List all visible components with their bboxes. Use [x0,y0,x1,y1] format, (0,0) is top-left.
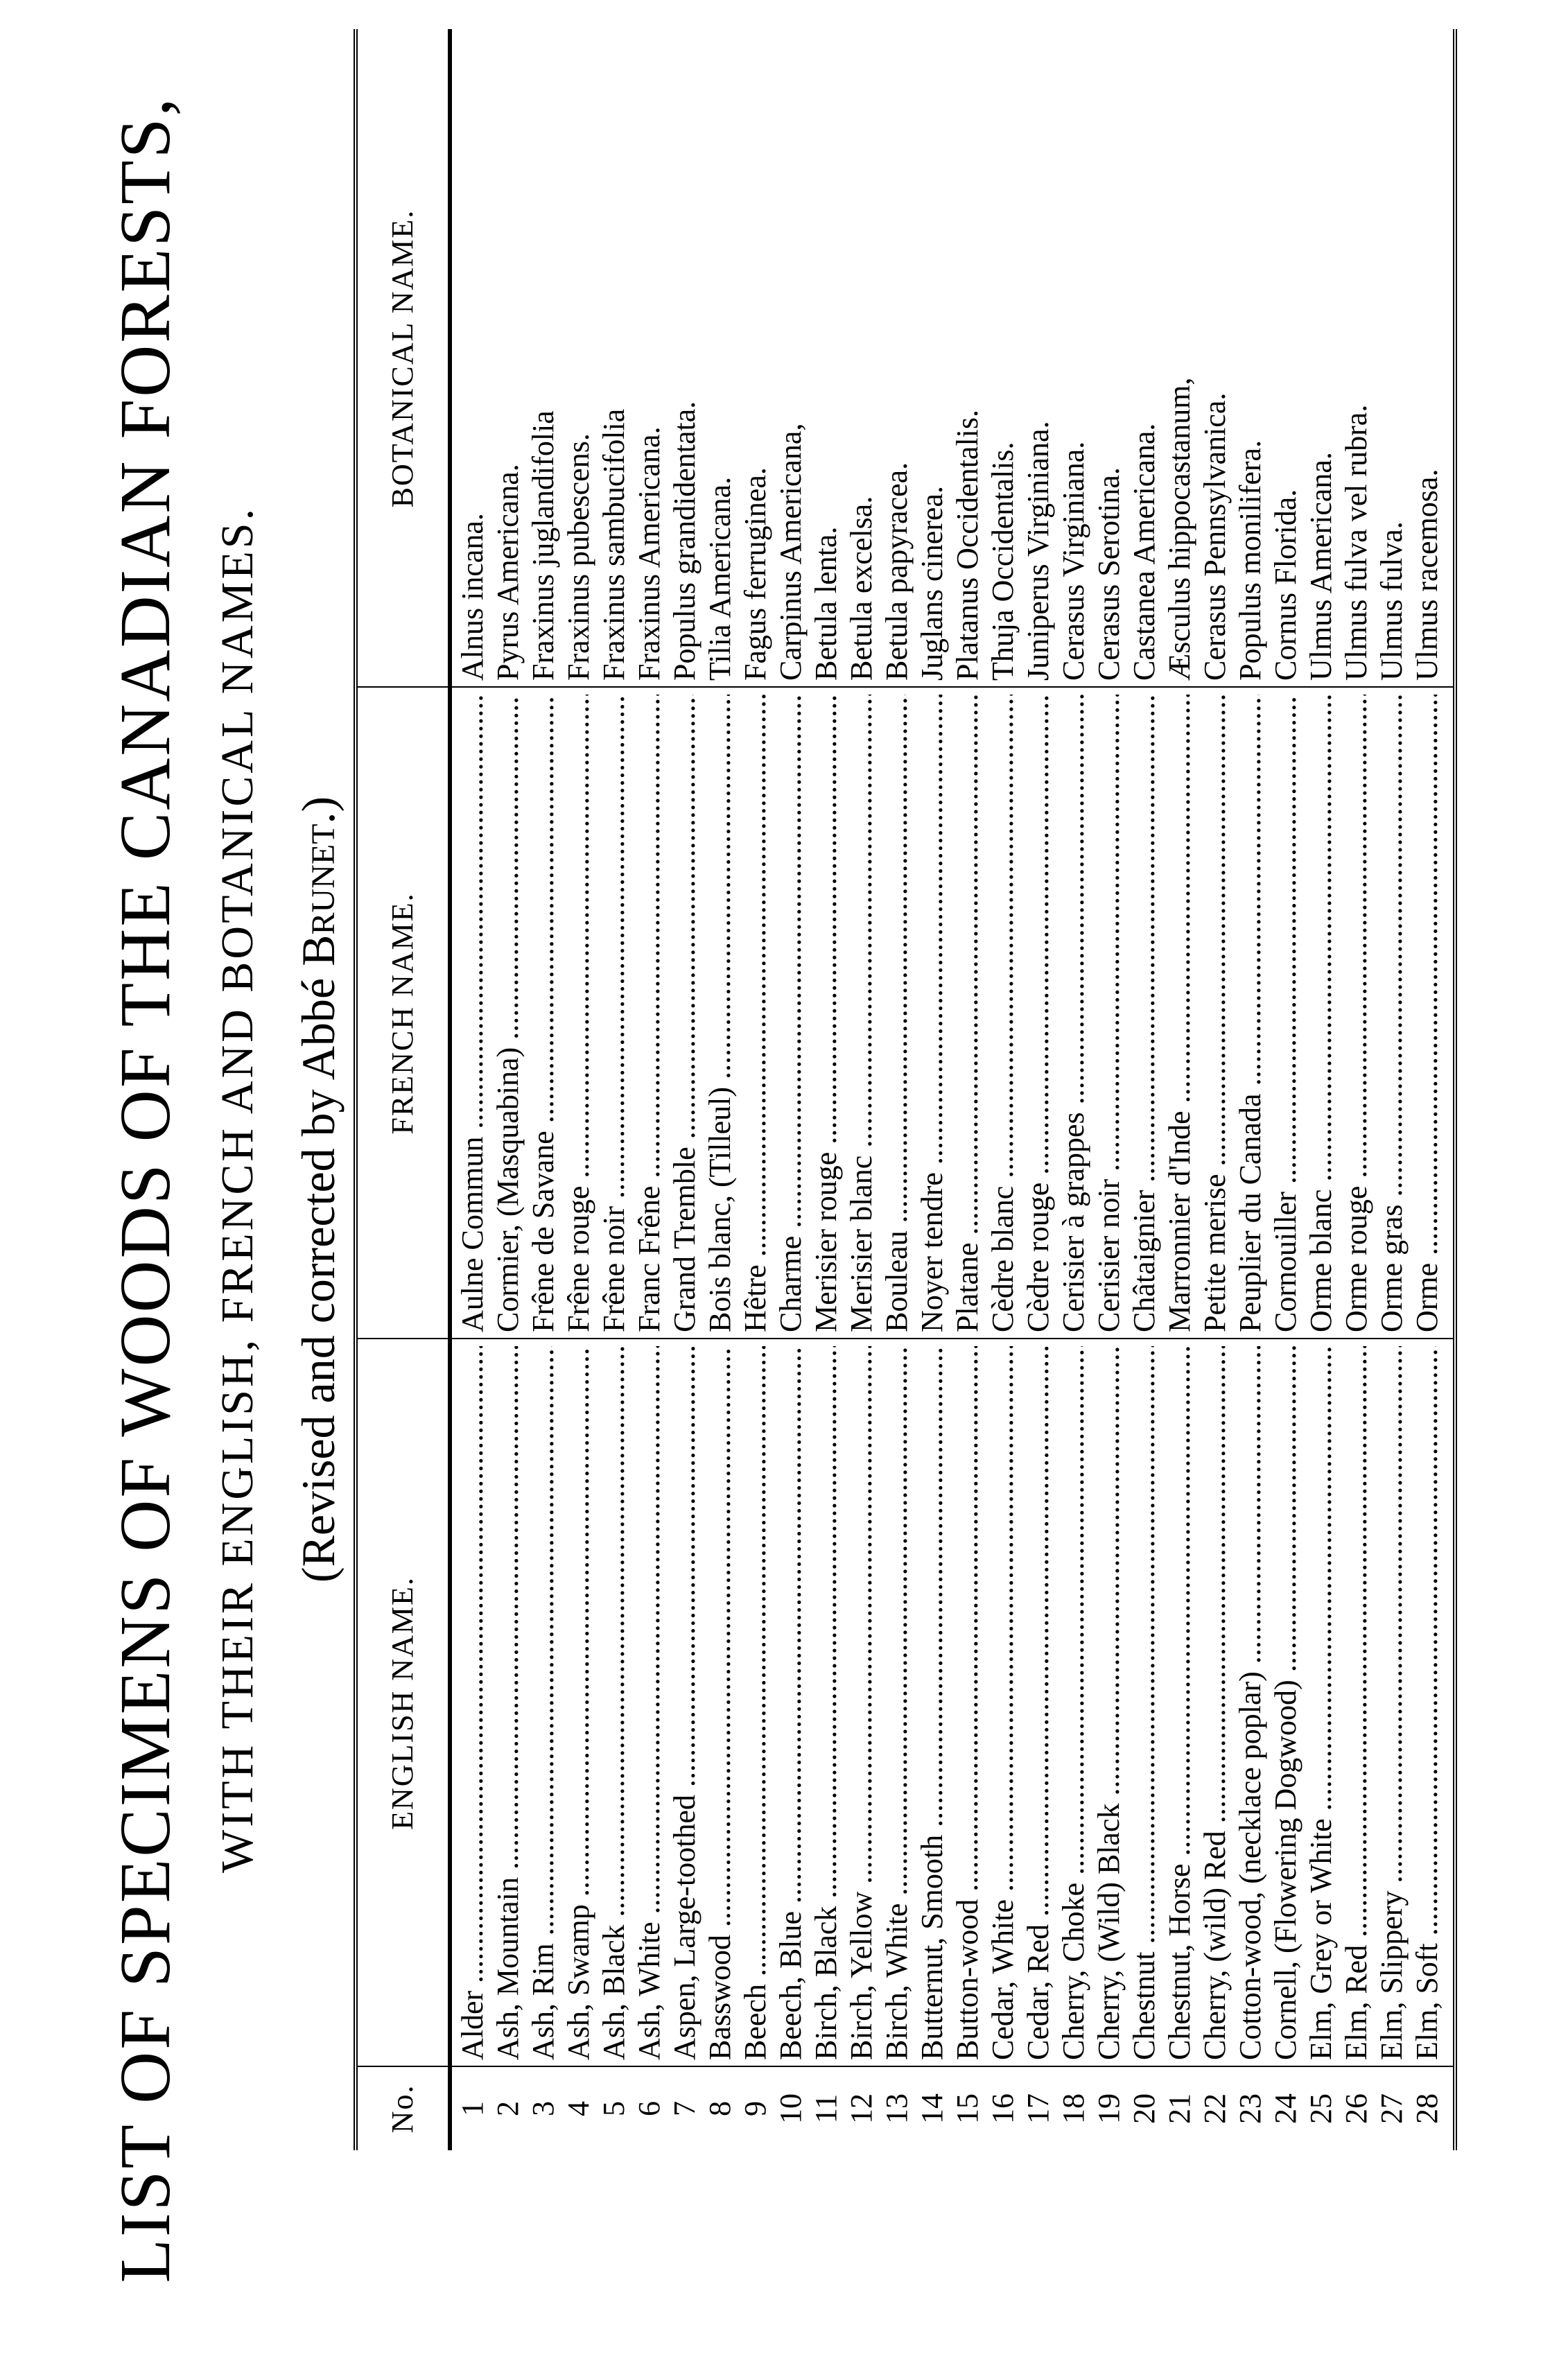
table-row [1197,29,1232,2150]
english-name-cell-text: Cornell, (Flowering Dogwood) ..... [1269,1346,1303,2060]
row-number [1162,2067,1197,2150]
botanical-name-cell [455,36,490,681]
english-name-cell-text: Cedar, White ..... [986,1346,1020,2060]
row-number-text: 2 [491,2101,525,2116]
english-name-cell-text: Basswood ..... [703,1346,737,2060]
french-name-cell-text: Cerisier à grappes ..... [1056,695,1090,1332]
botanical-name-cell-text: Betula papyracea. [880,462,914,681]
english-name-cell [596,1346,631,2060]
botanical-name-cell [525,36,561,681]
english-name-cell [1303,1346,1339,2060]
french-name-cell [1303,695,1339,1332]
botanical-name-cell-text: Castanea Americana. [1127,423,1161,681]
botanical-name-cell-text: Betula excelsa. [844,496,878,681]
table-row [596,29,631,2150]
english-name-cell [738,1346,773,2060]
french-name-cell-text: Peuplier du Canada ..... [1233,695,1267,1332]
english-name-cell [1268,1346,1303,2060]
table-row [738,29,773,2150]
french-name-cell [667,695,702,1332]
table-row [702,29,738,2150]
row-number-text: 26 [1339,2093,1373,2124]
row-number [844,2067,879,2150]
botanical-name-cell-text: Ulmus Americana. [1304,452,1338,681]
english-name-cell [1232,1346,1268,2060]
french-name-cell-text: Cormier, (Masquabina) ..... [491,695,525,1332]
botanical-name-cell [879,36,914,681]
french-name-cell [773,695,808,1332]
table-row [985,29,1020,2150]
row-number [1268,2067,1303,2150]
table-header [358,29,452,2150]
botanical-name-cell-text: Ulmus fulva vel rubra. [1339,404,1373,681]
english-name-cell-text: Cherry, (wild) Red ..... [1198,1346,1232,2060]
french-name-cell-text: Platane ..... [950,695,984,1332]
french-name-cell-text: Charme ..... [774,695,808,1332]
english-name-cell [1056,1346,1091,2060]
english-name-cell [773,1346,808,2060]
english-name-cell-text: Butternut, Smooth ..... [915,1346,949,2060]
english-name-cell [525,1346,561,2060]
row-number-text: 15 [950,2093,984,2124]
table-row [667,29,702,2150]
french-name-cell-text: Cèdre blanc ..... [986,695,1020,1332]
english-name-cell-text: Birch, Black ..... [809,1346,843,2060]
french-name-cell [1020,695,1056,1332]
french-name-cell [1232,695,1268,1332]
row-number-text: 14 [915,2093,949,2124]
english-name-cell-text: Elm, Slippery ..... [1375,1346,1409,2060]
french-name-cell [1162,695,1197,1332]
english-name-cell [950,1346,985,2060]
french-name-cell-text: Merisier blanc ..... [844,695,878,1332]
french-name-cell [702,695,738,1332]
header-botanical-name: BOTANICAL NAME. [385,209,419,508]
botanical-name-cell [490,36,525,681]
english-name-cell [490,1346,525,2060]
french-name-cell [1374,695,1409,1332]
revision-note [291,0,346,2379]
botanical-name-cell-text: Cornus Florida. [1269,489,1303,681]
botanical-name-cell [1020,36,1056,681]
botanical-name-cell-text: Cerasus Serotina. [1092,467,1126,681]
table-row [525,29,561,2150]
table-row [490,29,525,2150]
row-number-text: 8 [703,2101,737,2116]
french-name-cell [808,695,844,1332]
english-name-cell-text: Alder ..... [455,1346,489,2060]
french-name-cell-text: Orme blanc ..... [1304,695,1338,1332]
botanical-name-cell-text: Fraxinus juglandifolia [526,410,560,681]
english-name-cell-text: Chestnut ..... [1127,1346,1161,2060]
english-name-cell-text: Cedar, Red ..... [1021,1346,1055,2060]
english-name-cell-text: Cherry, Choke ..... [1056,1346,1090,2060]
row-number [914,2067,950,2150]
table-row [1303,29,1339,2150]
french-name-cell-text: Frêne de Savane ..... [526,695,560,1332]
row-number [1232,2067,1268,2150]
english-name-cell-text: Cotton-wood, (necklace poplar) ..... [1233,1346,1267,2060]
french-name-cell-text: Orme ..... [1410,695,1444,1332]
french-name-cell-text: Frêne noir ..... [597,695,631,1332]
english-name-cell-text: Aspen, Large-toothed ..... [668,1346,702,2060]
botanical-name-cell-text: Populus grandidentata. [668,401,702,681]
english-name-cell [808,1346,844,2060]
row-number-text: 23 [1233,2093,1267,2124]
row-number [1126,2067,1162,2150]
french-name-cell [914,695,950,1332]
table-row [808,29,844,2150]
row-number [773,2067,808,2150]
english-name-cell [1162,1346,1197,2060]
botanical-name-cell-text: Platanus Occidentalis. [950,409,984,681]
french-name-cell [1056,695,1091,1332]
french-name-cell [1339,695,1374,1332]
english-name-cell [1197,1346,1232,2060]
table-row [455,29,490,2150]
english-name-cell-text: Ash, White ..... [632,1346,666,2060]
french-name-cell [1197,695,1232,1332]
english-name-cell [844,1346,879,2060]
botanical-name-cell [914,36,950,681]
botanical-name-cell [1056,36,1091,681]
row-number-text: 20 [1127,2093,1161,2124]
botanical-name-cell-text: Carpinus Americana, [774,423,808,681]
english-name-cell [1374,1346,1409,2060]
english-name-cell [1339,1346,1374,2060]
row-number [631,2067,667,2150]
row-number [1374,2067,1409,2150]
page-subtitle: WITH THEIR ENGLISH, FRENCH AND BOTANICAL NAMES. [212,506,263,1873]
english-name-cell-text: Button-wood ..... [950,1346,984,2060]
english-name-cell [914,1346,950,2060]
table-row [1056,29,1091,2150]
table-row [1162,29,1197,2150]
row-number [561,2067,596,2150]
english-name-cell-text: Beech, Blue ..... [774,1346,808,2060]
botanical-name-cell-text: Fraxinus Americana. [632,426,666,681]
row-number-text: 11 [809,2093,843,2124]
botanical-name-cell-text: Fraxinus pubescens. [561,433,595,681]
french-name-cell-text: Frêne rouge ..... [561,695,595,1332]
botanical-name-cell [950,36,985,681]
english-name-cell [1020,1346,1056,2060]
row-number [1303,2067,1339,2150]
french-name-cell [490,695,525,1332]
row-number-text: 16 [986,2093,1020,2124]
french-name-cell [738,695,773,1332]
english-name-cell [1409,1346,1445,2060]
row-number [667,2067,702,2150]
french-name-cell-text: Orme rouge ..... [1339,695,1373,1332]
table-row [950,29,985,2150]
row-number [808,2067,844,2150]
botanical-name-cell-text: Populus monilifera. [1233,439,1267,681]
french-name-cell-text: Cèdre rouge ..... [1021,695,1055,1332]
french-name-cell-text: Cerisier noir ..... [1092,695,1126,1332]
table-row [1374,29,1409,2150]
english-name-cell-text: Beech ..... [738,1346,772,2060]
french-name-cell [844,695,879,1332]
row-number [1020,2067,1056,2150]
french-name-cell-text: Aulne Commun ..... [455,695,489,1332]
botanical-name-cell [1232,36,1268,681]
row-number-text: 27 [1375,2093,1409,2124]
row-number-text: 17 [1021,2093,1055,2124]
french-name-cell [1268,695,1303,1332]
french-name-cell [1091,695,1126,1332]
row-number-text: 18 [1056,2093,1090,2124]
french-name-cell-text: Grand Tremble ..... [668,695,702,1332]
row-number-text: 25 [1304,2093,1338,2124]
row-number [1056,2067,1091,2150]
botanical-name-cell [631,36,667,681]
table-row [914,29,950,2150]
french-name-cell-text: Merisier rouge ..... [809,695,843,1332]
french-name-cell [455,695,490,1332]
botanical-name-cell [1409,36,1445,681]
botanical-name-cell [808,36,844,681]
table-row [1232,29,1268,2150]
row-number [985,2067,1020,2150]
english-name-cell-text: Ash, Swamp ..... [561,1346,595,2060]
english-name-cell [561,1346,596,2060]
table-row [844,29,879,2150]
english-name-cell-text: Birch, Yellow ..... [844,1346,878,2060]
french-name-cell-text: Petite merise ..... [1198,695,1232,1332]
english-name-cell [879,1346,914,2060]
botanical-name-cell-text: Juniperus Virginiana. [1021,421,1055,681]
row-number [950,2067,985,2150]
table-row [631,29,667,2150]
english-name-cell [631,1346,667,2060]
english-name-cell [455,1346,490,2060]
table-row [879,29,914,2150]
french-name-cell-text: Orme gras ..... [1375,695,1409,1332]
botanical-name-cell [667,36,702,681]
english-name-cell [667,1346,702,2060]
botanical-name-cell [985,36,1020,681]
english-name-cell-text: Cherry, (Wild) Black ..... [1092,1346,1126,2060]
botanical-name-cell [1303,36,1339,681]
header-no: No. [385,2084,419,2134]
botanical-name-cell-text: Juglans cinerea. [915,486,949,681]
english-name-cell-text: Elm, Soft ..... [1410,1346,1444,2060]
row-number [738,2067,773,2150]
row-number-text: 22 [1198,2093,1232,2124]
row-number-text: 3 [526,2101,560,2116]
english-name-cell [985,1346,1020,2060]
row-number [1409,2067,1445,2150]
row-number-text: 21 [1162,2093,1196,2124]
table-row [1268,29,1303,2150]
botanical-name-cell-text: Fraxinus sambucifolia [597,408,631,681]
french-name-cell [596,695,631,1332]
row-number-text: 9 [738,2101,772,2116]
row-number [879,2067,914,2150]
header-french-name: FRENCH NAME. [385,892,419,1135]
french-name-cell-text: Noyer tendre ..... [915,695,949,1332]
french-name-cell [525,695,561,1332]
row-number [702,2067,738,2150]
botanical-name-cell [702,36,738,681]
botanical-name-cell-text: Tilia Americana. [703,476,737,681]
botanical-name-cell [1126,36,1162,681]
row-number [1197,2067,1232,2150]
french-name-cell-text: Châtaignier ..... [1127,695,1161,1332]
english-name-cell [1126,1346,1162,2060]
english-name-cell-text: Ash, Black ..... [597,1346,631,2060]
row-number-text: 13 [880,2093,914,2124]
revision-note-author: Brunet.) [292,796,345,966]
botanical-name-cell-text: Betula lenta. [809,526,843,681]
row-number-text: 28 [1410,2093,1444,2124]
row-number-text: 19 [1092,2093,1126,2124]
row-number-text: 12 [844,2093,878,2124]
botanical-name-cell [773,36,808,681]
botanical-name-cell-text: Ulmus racemosa. [1410,469,1444,681]
row-number [525,2067,561,2150]
french-name-cell [950,695,985,1332]
english-name-cell-text: Birch, White ..... [880,1346,914,2060]
botanical-name-cell [1162,36,1197,681]
english-name-cell [1091,1346,1126,2060]
row-number [1091,2067,1126,2150]
botanical-name-cell-text: Æsculus hippocastanum, [1162,377,1196,681]
row-number-text: 4 [561,2101,595,2116]
botanical-name-cell-text: Pyrus Americana. [491,464,525,681]
french-name-cell [1409,695,1445,1332]
row-number [1339,2067,1374,2150]
french-name-cell [879,695,914,1332]
english-name-cell-text: Elm, Grey or White ..... [1304,1346,1338,2060]
french-name-cell [561,695,596,1332]
botanical-name-cell [738,36,773,681]
english-name-cell-text: Ash, Rim ..... [526,1346,560,2060]
french-name-cell [985,695,1020,1332]
botanical-name-cell-text: Fagus ferruginea. [738,467,772,681]
botanical-name-cell-text: Thuja Occidentalis. [986,442,1020,681]
french-name-cell-text: Bois blanc, (Tilleul) ..... [703,695,737,1332]
row-number-text: 6 [632,2101,666,2116]
botanical-name-cell-text: Cerasus Pennsylvanica. [1198,392,1232,681]
botanical-name-cell [1374,36,1409,681]
french-name-cell [1126,695,1162,1332]
header-english-name: ENGLISH NAME. [385,1576,419,1830]
row-number-text: 24 [1269,2093,1303,2124]
revision-note-prefix: (Revised and corrected by Abbé [292,977,345,1583]
botanical-name-cell-text: Cerasus Virginiana. [1056,441,1090,681]
botanical-name-cell-text: Ulmus fulva. [1375,521,1409,681]
table-row [773,29,808,2150]
botanical-name-cell [561,36,596,681]
english-name-cell-text: Ash, Mountain ..... [491,1346,525,2060]
botanical-name-cell [1091,36,1126,681]
table-row [1091,29,1126,2150]
row-number-text: 7 [668,2101,702,2116]
botanical-name-cell-text: Alnus incana. [455,513,489,681]
row-number-text: 5 [597,2101,631,2116]
botanical-name-cell [1339,36,1374,681]
table-row [561,29,596,2150]
specimen-table [354,29,1457,2150]
page-title: LIST OF SPECIMENS OF WOODS OF THE CANADIAN FORESTS, [105,96,185,2283]
table-row [1409,29,1445,2150]
row-number [596,2067,631,2150]
botanical-name-cell [1197,36,1232,681]
row-number-text: 1 [455,2101,489,2116]
french-name-cell-text: Bouleau ..... [880,695,914,1332]
row-number [455,2067,490,2150]
english-name-cell-text: Chestnut, Horse ..... [1162,1346,1196,2060]
english-name-cell [702,1346,738,2060]
table-row [1020,29,1056,2150]
english-name-cell-text: Elm, Red ..... [1339,1346,1373,2060]
french-name-cell-text: Cornouiller ..... [1269,695,1303,1332]
table-row [1339,29,1374,2150]
french-name-cell [631,695,667,1332]
botanical-name-cell [1268,36,1303,681]
french-name-cell-text: Franc Frêne ..... [632,695,666,1332]
table-row [1126,29,1162,2150]
table-body [455,29,1445,2150]
french-name-cell-text: Marronnier d'Inde ..... [1162,695,1196,1332]
french-name-cell-text: Hêtre ..... [738,695,772,1332]
botanical-name-cell [844,36,879,681]
row-number-text: 10 [774,2093,808,2124]
botanical-name-cell [596,36,631,681]
row-number [490,2067,525,2150]
